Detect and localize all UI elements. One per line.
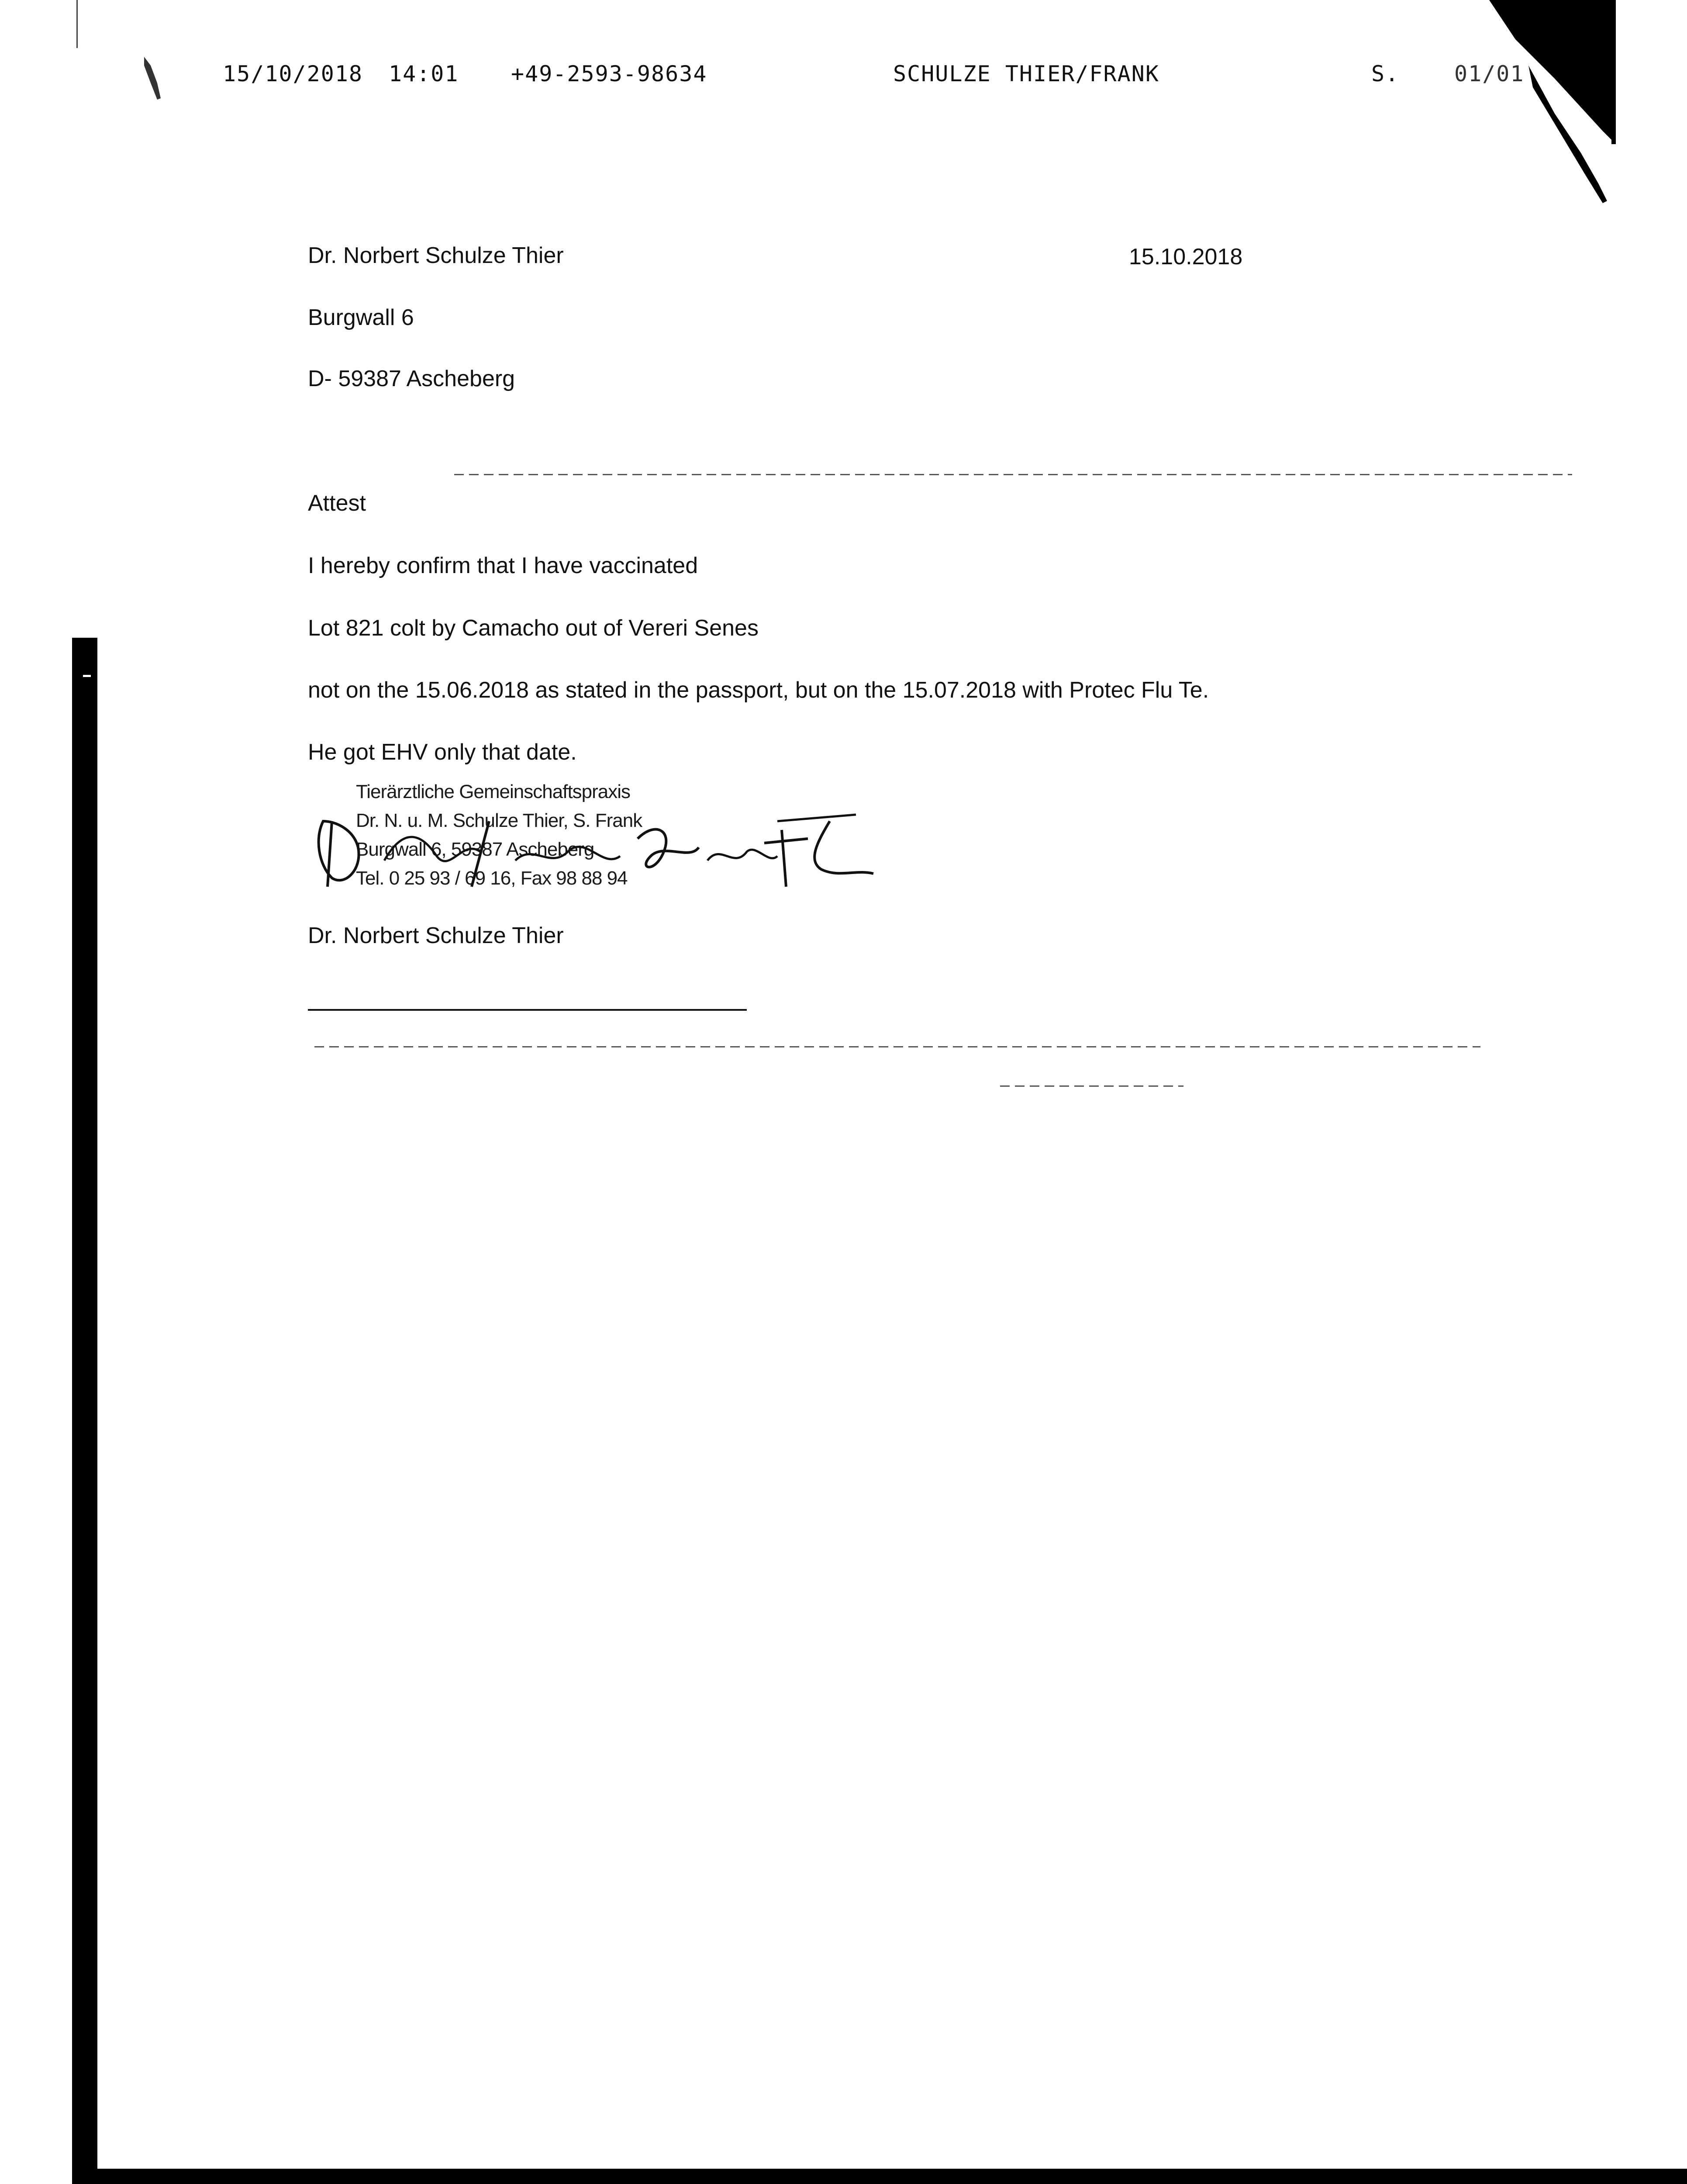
scan-corner-artifact <box>0 0 1687 227</box>
fax-time: 14:01 <box>389 61 459 86</box>
stamp-line: Burgwall 6, 59387 Ascheberg <box>356 839 594 860</box>
scan-dash-line <box>454 474 1572 475</box>
scan-left-edge-notch <box>83 675 91 677</box>
scan-dash-line <box>314 1046 1480 1047</box>
fax-phone: +49-2593-98634 <box>511 61 707 86</box>
scan-left-edge <box>72 638 97 2184</box>
letter-subject: Attest <box>308 491 366 516</box>
sender-name: Dr. Norbert Schulze Thier <box>308 243 564 268</box>
fax-sender: SCHULZE THIER/FRANK <box>893 61 1159 86</box>
body-paragraph: Lot 821 colt by Camacho out of Vereri Senes <box>308 615 759 641</box>
fax-header <box>0 61 1687 100</box>
letter-date: 15.10.2018 <box>1129 244 1243 270</box>
stamp-line: Dr. N. u. M. Schulze Thier, S. Frank <box>356 810 642 831</box>
stamp-line: Tierärztliche Gemeinschaftspraxis <box>356 781 631 802</box>
signer-name: Dr. Norbert Schulze Thier <box>308 923 564 948</box>
sender-city: D- 59387 Ascheberg <box>308 366 515 391</box>
scan-dash-line <box>1000 1085 1183 1087</box>
fax-page-number: 01/01 <box>1454 61 1525 86</box>
scan-bottom-edge <box>72 2169 1687 2184</box>
sender-street: Burgwall 6 <box>308 305 414 330</box>
fax-s-mark: S. <box>1371 61 1400 86</box>
body-paragraph: He got EHV only that date. <box>308 740 577 765</box>
body-paragraph: not on the 15.06.2018 as stated in the passport, but on the 15.07.2018 with Protec Flu Te. <box>308 677 1209 703</box>
body-paragraph: I hereby confirm that I have vaccinated <box>308 553 698 578</box>
handwritten-signature <box>306 804 895 891</box>
signature-line <box>308 1009 747 1011</box>
fax-date: 15/10/2018 <box>223 61 363 86</box>
stamp-line: Tel. 0 25 93 / 69 16, Fax 98 88 94 <box>356 867 628 889</box>
